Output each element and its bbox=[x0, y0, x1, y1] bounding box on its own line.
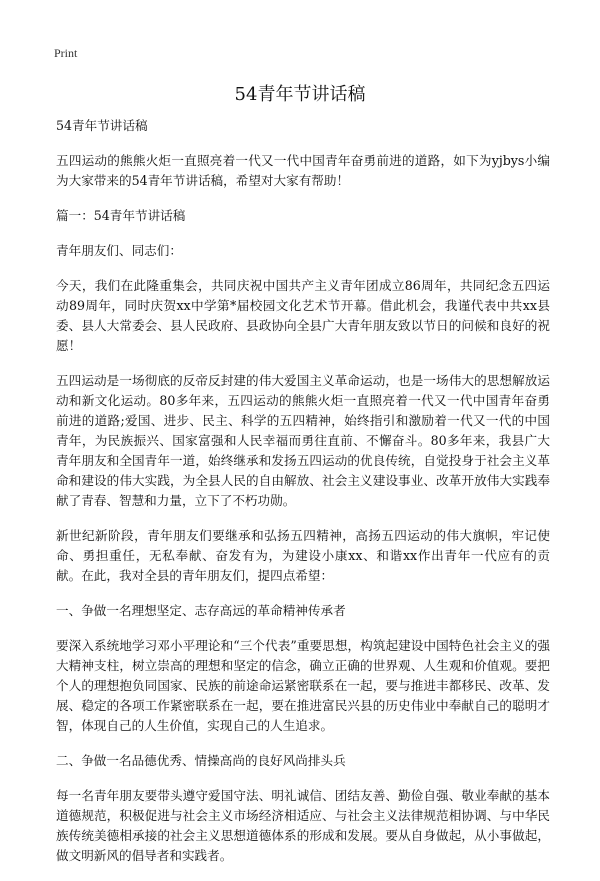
article-subtitle: 54青年节讲话稿 bbox=[56, 118, 148, 133]
salutation: 青年朋友们、同志们： bbox=[56, 243, 182, 258]
intro-paragraph: 五四运动的熊熊火炬一直照亮着一代又一代中国青年奋勇前进的道路，如下为yjbys小编为大家带来的54青年节讲话稿，希望对大家有帮助！ bbox=[56, 153, 550, 188]
section-heading: 篇一：54青年节讲话稿 bbox=[56, 208, 186, 223]
body-paragraph: 今天，我们在此隆重集会，共同庆祝中国共产主义青年团成立86周年，共同纪念五四运动89周年，同时庆贺xx中学第*届校园文化艺术节开幕。借此机会，我谨代表中共xx县委、县人大常委会、县人民政府、县政协向全县广大青年朋友致以节日的问候和良好的祝愿！ bbox=[56, 278, 550, 353]
page-title: 54青年节讲话稿 bbox=[234, 84, 366, 105]
body-paragraph: 要深入系统地学习邓小平理论和“三个代表”重要思想，构筑起建设中国特色社会主义的强大精神支柱，树立崇高的理想和坚定的信念，确立正确的世界观、人生观和价值观。要把个人的理想抱负同国家、民族的前途命运紧密联系在一起，要与推进丰都移民、改革、发展、稳定的各项工作紧密联系在一起，要在推进富民兴县的历史伟业中奉献自己的聪明才智，体现自己的人生价值，实现自己的人生追求。 bbox=[56, 638, 550, 733]
article-body bbox=[56, 116, 550, 881]
body-paragraph: 每一名青年朋友要带头遵守爱国守法、明礼诚信、团结友善、勤俭自强、敬业奉献的基本道德规范，积极促进与社会主义市场经济相适应、与社会主义法律规范相协调、与中华民族传统美德相承接的社会主义思想道德体系的形成和发展。要从自身做起，从小事做起，做文明新风的倡导者和实践者。 bbox=[56, 788, 550, 863]
point-heading: 二、争做一名品德优秀、情操高尚的良好风尚排头兵 bbox=[56, 753, 346, 768]
body-paragraph: 新世纪新阶段，青年朋友们要继承和弘扬五四精神，高扬五四运动的伟大旗帜，牢记使命、勇担重任，无私奉献、奋发有为，为建设小康xx、和谐xx作出青年一代应有的贡献。在此，我对全县的青年朋友们，提四点希望： bbox=[56, 528, 550, 583]
point-heading: 一、争做一名理想坚定、志存高远的革命精神传承者 bbox=[56, 603, 346, 618]
body-paragraph: 五四运动是一场彻底的反帝反封建的伟大爱国主义革命运动，也是一场伟大的思想解放运动和新文化运动。80多年来，五四运动的熊熊火炬一直照亮着一代又一代中国青年奋勇前进的道路;爱国、进步、民主、科学的五四精神，始终指引和激励着一代又一代的中国青年，为民族振兴、国家富强和人民幸福而勇往直前、不懈奋斗。80多年来，我县广大青年朋友和全国青年一道，始终继承和发扬五四运动的优良传统，自觉投身于社会主义革命和建设的伟大实践，为全县人民的自由解放、社会主义建设事业、改革开放伟大实践奉献了青春、智慧和力量，立下了不朽功勋。 bbox=[56, 373, 550, 508]
print-link[interactable]: Print bbox=[54, 46, 78, 60]
